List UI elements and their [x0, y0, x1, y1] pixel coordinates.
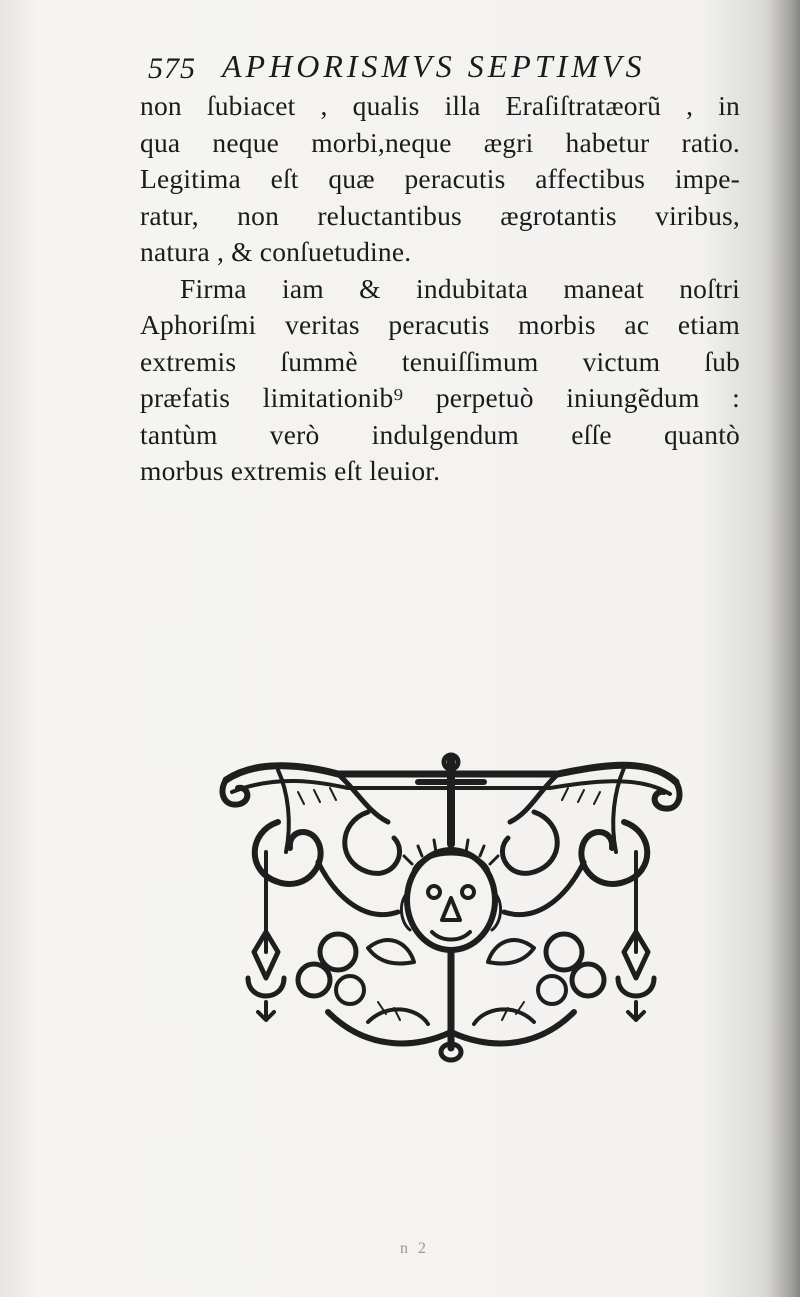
text-line: morbus extremis eſt leuior.: [140, 455, 441, 486]
paragraph-1: [140, 88, 740, 271]
body-text: [140, 88, 740, 490]
text-line: qua neque morbi,neque ægri habetur ratio.: [140, 126, 740, 158]
running-title: APHORISMVS SEPTIMVS: [222, 48, 646, 84]
text-line: Legitima eſt quæ peracutis affectibus impe-: [140, 163, 740, 194]
woodcut-tailpiece-lion-mask-icon: [218, 752, 684, 1064]
text-line: Aphoriſmi veritas peracutis morbis ac etiam: [140, 309, 740, 340]
text-line: ratur, non reluctantibus ægrotantis viribus,: [140, 199, 740, 231]
text-line: præfatis limitationib⁹ perpetuò iniungẽdum :: [140, 382, 740, 413]
paragraph-2: [140, 271, 740, 490]
text-line: tantùm verò indulgendum eſſe quantò: [140, 418, 740, 450]
page-header: [148, 46, 708, 90]
signature-mark: n 2: [400, 1240, 429, 1257]
text-line: extremis ſummè tenuiſſimum victum ſub: [140, 345, 740, 377]
text-line: natura , & conſuetudine.: [140, 236, 412, 267]
spine-shadow: [770, 0, 800, 1297]
text-line: Firma iam & indubitata maneat noſtri: [180, 272, 740, 304]
page-number: 575: [148, 52, 196, 85]
text-line: non ſubiacet , qualis illa Eraſiſtratæorũ , in: [140, 90, 740, 121]
